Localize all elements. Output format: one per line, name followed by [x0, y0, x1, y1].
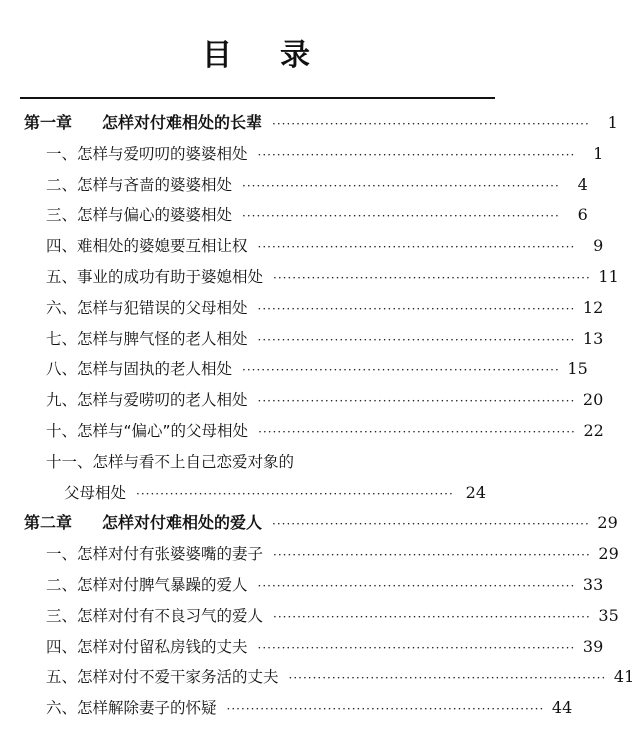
- page-number: 24: [465, 482, 486, 502]
- dot-leader: ··································································: [242, 209, 560, 224]
- section-entry[interactable]: [46, 389, 604, 412]
- page-number: 22: [583, 421, 604, 440]
- entry-title: 二、怎样与吝啬的婆婆相处: [46, 175, 233, 194]
- dot-leader: ··································································: [242, 363, 560, 378]
- page-number: 1: [607, 113, 618, 132]
- section-entry[interactable]: [46, 204, 588, 227]
- page-number: 1: [593, 143, 604, 163]
- entry-title: 七、怎样与脾气怪的老人相处: [46, 329, 248, 348]
- chapter-title: 怎样对付难相处的爱人: [102, 513, 263, 533]
- dot-leader: ··································································: [272, 517, 590, 532]
- dot-leader: ··································································: [257, 394, 576, 409]
- section-entry[interactable]: [64, 482, 486, 505]
- section-entry[interactable]: [46, 358, 588, 381]
- entry-title: 父母相处: [64, 483, 127, 502]
- entry-title: 八、怎样与固执的老人相处: [46, 360, 233, 379]
- page-number: 29: [597, 513, 618, 533]
- section-entry[interactable]: [46, 235, 604, 258]
- entry-title: 十一、怎样与看不上自己恋爱对象的: [46, 452, 295, 471]
- entry-title: 五、事业的成功有助于婆媳相处: [46, 268, 264, 286]
- dot-leader: ··································································: [273, 609, 591, 624]
- page-number: 9: [593, 236, 604, 256]
- page-number: 29: [598, 544, 619, 564]
- entry-title: 二、怎样对付脾气暴躁的爱人: [46, 576, 248, 594]
- entry-title: 十、怎样与“偏心”的父母相处: [46, 422, 249, 440]
- entry-title: 三、怎样对付有不良习气的爱人: [46, 606, 264, 625]
- dot-leader: ··································································: [257, 301, 576, 316]
- dot-leader: ··································································: [257, 579, 576, 593]
- page-number: 13: [582, 328, 604, 348]
- dot-leader: ··································································: [242, 178, 560, 193]
- dot-leader: ··································································: [288, 671, 607, 686]
- entry-title: 六、怎样与犯错误的父母相处: [46, 298, 248, 317]
- dot-leader: ··································································: [226, 702, 545, 717]
- entry-title: 五、怎样对付不爱干家务活的丈夫: [46, 668, 279, 687]
- dot-leader: ··································································: [257, 640, 576, 655]
- page-number: 11: [598, 267, 619, 286]
- section-entry[interactable]: [46, 543, 619, 566]
- dot-leader: ··································································: [257, 332, 576, 347]
- page-number: 6: [577, 205, 588, 225]
- section-entry[interactable]: [46, 451, 486, 473]
- dot-leader: ··································································: [257, 147, 576, 162]
- section-entry[interactable]: [46, 605, 619, 628]
- section-entry[interactable]: [46, 297, 604, 320]
- section-entry[interactable]: [46, 266, 619, 289]
- dot-leader: ··································································: [273, 548, 591, 563]
- title-divider: [20, 97, 495, 99]
- entry-title: [24, 112, 262, 134]
- page-number: 20: [582, 390, 604, 410]
- chapter-number: 第一章: [24, 113, 73, 132]
- chapter-title: 怎样对付难相处的长辈: [102, 113, 263, 132]
- section-entry[interactable]: [46, 420, 604, 443]
- entry-title: 四、怎样对付留私房钱的丈夫: [46, 637, 248, 656]
- dot-leader: ··································································: [257, 240, 576, 255]
- chapter-entry[interactable]: [24, 512, 618, 535]
- dot-leader: ··································································: [272, 117, 590, 131]
- entry-title: 九、怎样与爱唠叨的老人相处: [46, 391, 248, 410]
- dot-leader: ··································································: [273, 271, 591, 285]
- section-entry[interactable]: [46, 174, 588, 197]
- page-number: 4: [577, 174, 588, 194]
- page-number: 33: [582, 575, 604, 594]
- page-number: 39: [582, 636, 604, 656]
- page-number: 35: [598, 605, 619, 625]
- entry-title: [24, 512, 262, 534]
- section-entry[interactable]: [46, 666, 634, 689]
- section-entry[interactable]: [46, 328, 604, 351]
- chapter-entry[interactable]: [24, 112, 618, 135]
- entry-title: 一、怎样对付有张婆婆嘴的妻子: [46, 545, 264, 564]
- section-entry[interactable]: [46, 697, 573, 720]
- page-number: 41: [613, 667, 634, 687]
- section-entry[interactable]: [46, 574, 604, 597]
- chapter-number: 第二章: [24, 513, 73, 533]
- section-entry[interactable]: [46, 636, 604, 659]
- entry-title: 三、怎样与偏心的婆婆相处: [46, 206, 233, 225]
- dot-leader: ··································································: [258, 425, 576, 439]
- entry-title: 四、难相处的婆媳要互相让权: [46, 237, 248, 256]
- dot-leader: ··································································: [136, 486, 454, 501]
- page-number: 44: [551, 698, 573, 718]
- entry-title: 一、怎样与爱叨叨的婆婆相处: [46, 144, 248, 163]
- title-char-1: 目: [202, 38, 234, 73]
- title-char-2: 录: [280, 38, 312, 73]
- page-number: 12: [582, 297, 604, 317]
- page-title: [0, 30, 514, 74]
- entry-title: 六、怎样解除妻子的怀疑: [46, 699, 217, 718]
- page-number: 15: [567, 359, 588, 379]
- section-entry[interactable]: [46, 143, 604, 166]
